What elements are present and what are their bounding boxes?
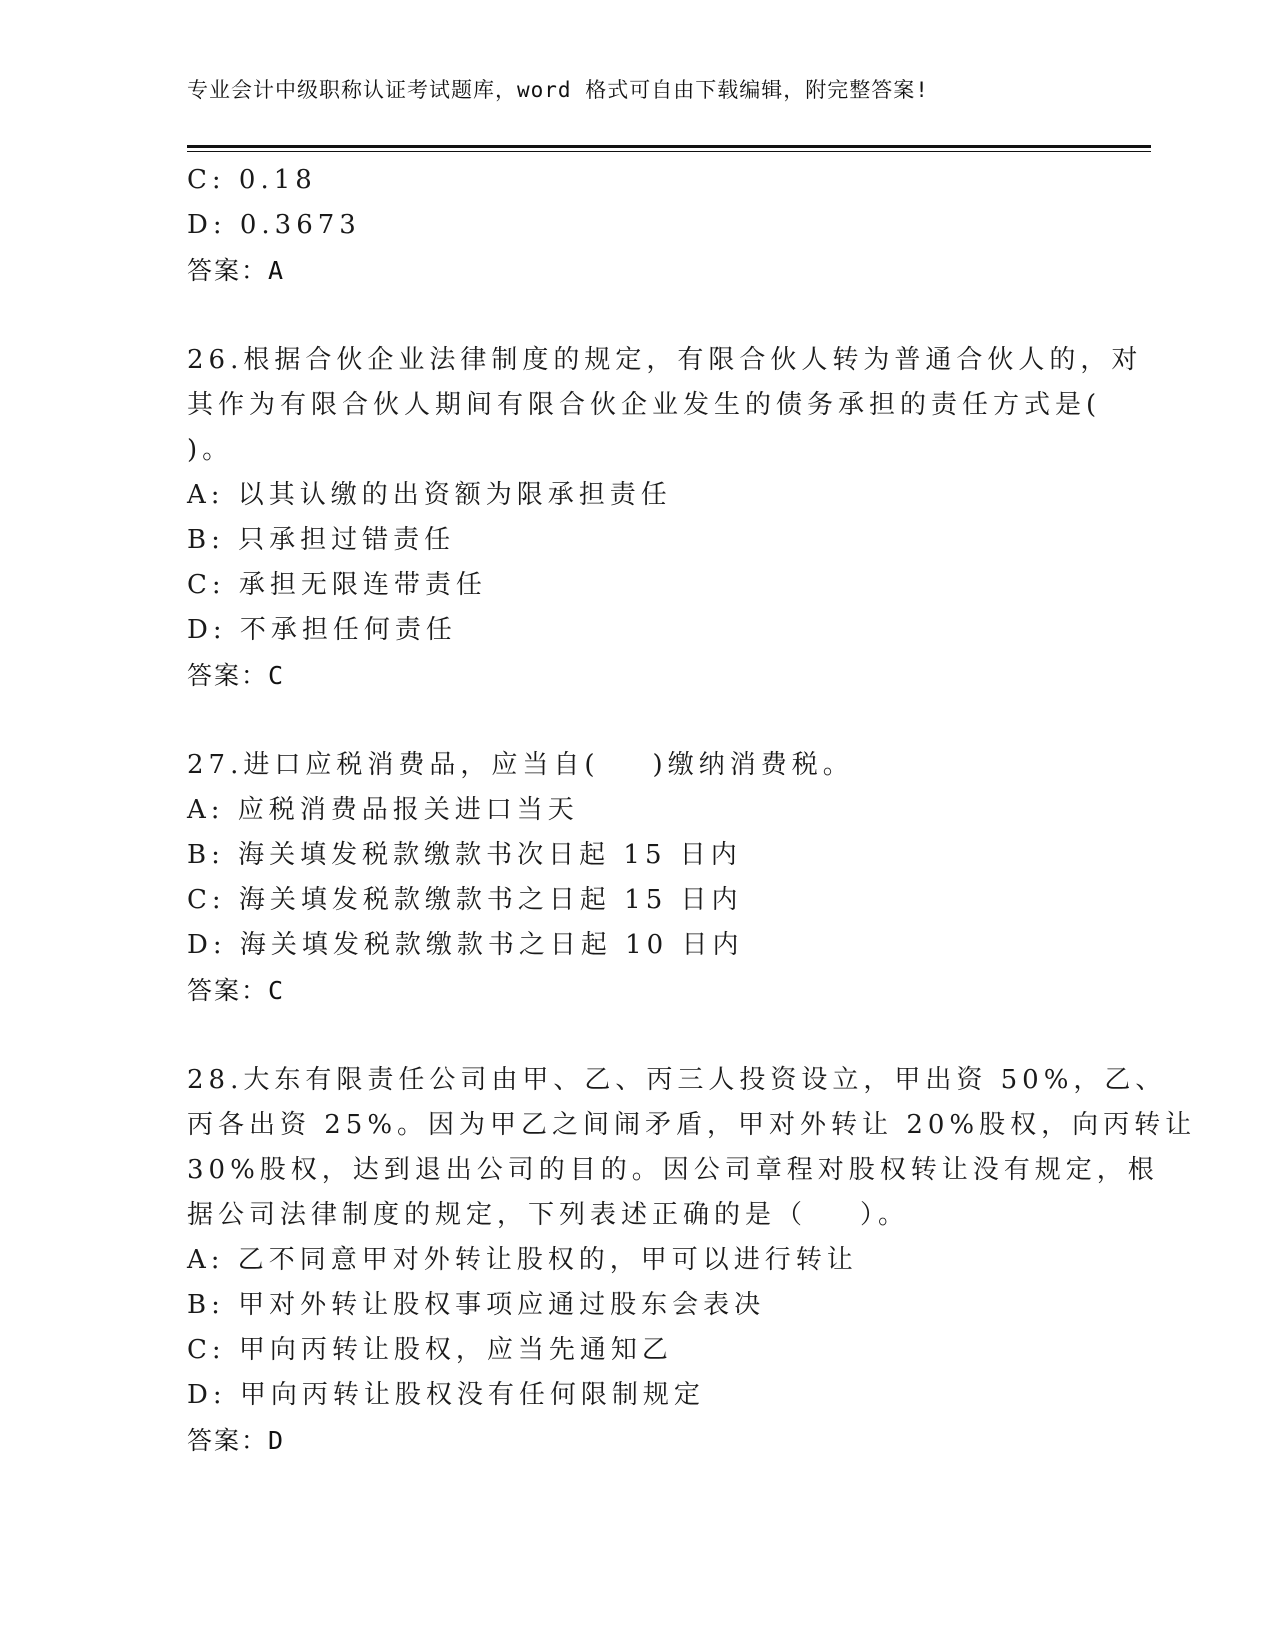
spacer [187,293,1087,338]
option-a: A: 乙不同意甲对外转让股权的，甲可以进行转让 [187,1245,858,1275]
answer-label: 答案： [187,976,269,1005]
question-text-line: 其作为有限合伙人期间有限合伙企业发生的债务承担的责任方式是( [187,390,1102,420]
header-rule-thick [187,145,1151,148]
question-27 [187,743,1087,1013]
answer-line [187,653,1087,698]
option-d: D: 甲向丙转让股权没有任何限制规定 [187,1380,705,1410]
answer-label: 答案： [187,1426,269,1455]
option-c: C: 承担无限连带责任 [187,570,487,600]
question-text-line: 30%股权，达到退出公司的目的。因公司章程对股权转让没有规定，根 [187,1155,1159,1185]
option-d: D: 0.3673 [187,210,361,240]
question-26 [187,338,1143,698]
page-header: 专业会计中级职称认证考试题库，word 格式可自由下载编辑，附完整答案! [187,78,929,102]
exam-content [187,158,1197,1463]
spacer [187,1013,1087,1058]
option-b: B: 只承担过错责任 [187,525,456,555]
option-d: D: 海关填发税款缴款书之日起 10 日内 [187,930,744,960]
question-25-tail [187,158,1087,293]
option-c: C: 海关填发税款缴款书之日起 15 日内 [187,885,743,915]
answer-value: C [268,661,286,690]
option-a: A: 以其认缴的出资额为限承担责任 [187,480,672,510]
header-rule-thin [187,151,1151,152]
answer-line [187,1418,1087,1463]
question-28 [187,1058,1197,1463]
question-text-line: 28.大东有限责任公司由甲、乙、丙三人投资设立，甲出资 50%，乙、 [187,1065,1167,1095]
option-c: C: 甲向丙转让股权，应当先通知乙 [187,1335,673,1365]
question-text-line: )。 [187,435,234,465]
option-a: A: 应税消费品报关进口当天 [187,795,579,825]
answer-line [187,248,1087,293]
answer-value: A [268,256,286,285]
answer-line [187,968,1087,1013]
answer-value: D [268,1426,286,1455]
answer-value: C [268,976,286,1005]
answer-label: 答案： [187,256,269,285]
question-text-line: 27.进口应税消费品，应当自( )缴纳消费税。 [187,750,854,780]
option-d: D: 不承担任何责任 [187,615,457,645]
question-text-line: 26.根据合伙企业法律制度的规定，有限合伙人转为普通合伙人的，对 [187,345,1143,375]
option-b: B: 甲对外转让股权事项应通过股东会表决 [187,1290,766,1320]
question-text-line: 丙各出资 25%。因为甲乙之间闹矛盾，甲对外转让 20%股权，向丙转让 [187,1110,1197,1140]
question-text-line: 据公司法律制度的规定，下列表述正确的是（ ）。 [187,1200,910,1230]
option-c: C: 0.18 [187,165,317,195]
option-b: B: 海关填发税款缴款书次日起 15 日内 [187,840,742,870]
answer-label: 答案： [187,661,269,690]
spacer [187,698,1087,743]
